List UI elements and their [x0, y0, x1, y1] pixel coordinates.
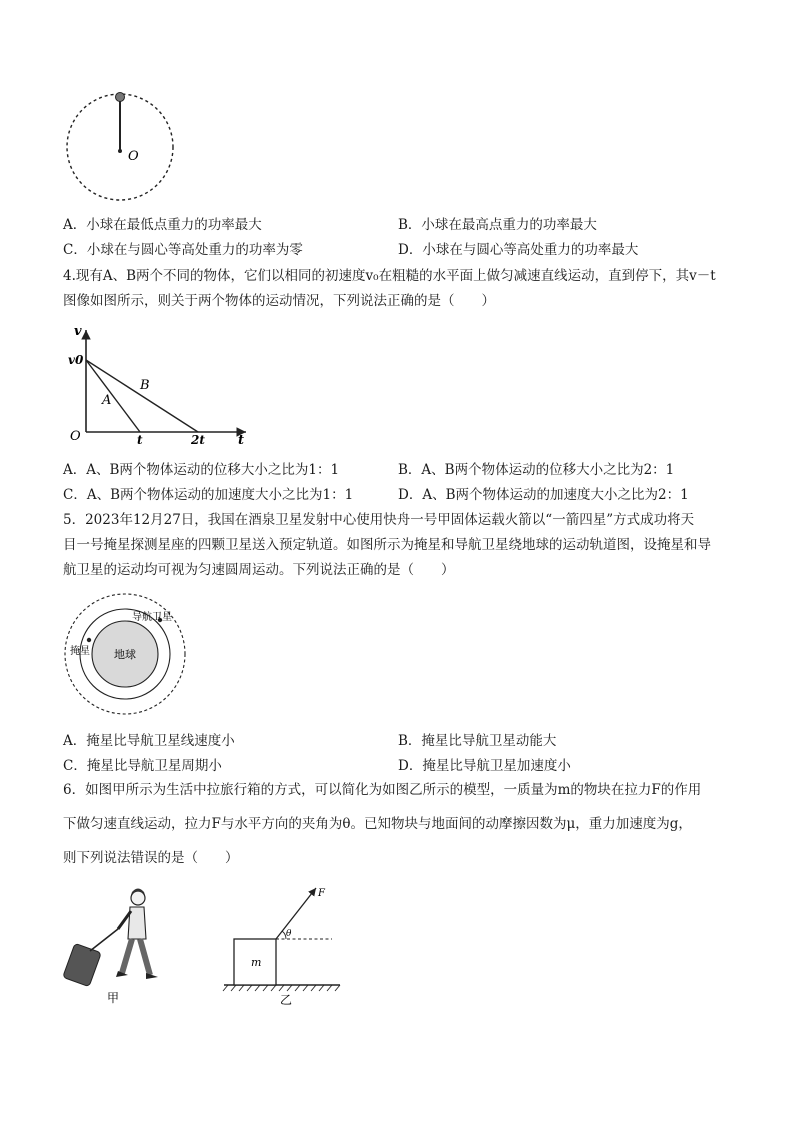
q5-option-d[interactable]: D．掩星比导航卫星加速度小: [398, 758, 571, 774]
label-b: B: [140, 378, 150, 393]
q4-stem-line2: 图像如图所示，则关于两个物体的运动情况，下列说法正确的是（ ）: [63, 293, 495, 309]
label-jia: 甲: [107, 991, 120, 1005]
suitcase-handle: [90, 929, 118, 951]
ground-hatch: [223, 985, 340, 991]
head: [131, 891, 145, 905]
tick-t-label: t: [137, 433, 143, 447]
q4-option-b[interactable]: B．A、B两个物体运动的位移大小之比为2：1: [398, 462, 675, 478]
q4-option-a[interactable]: A．A、B两个物体运动的位移大小之比为1：1: [63, 462, 340, 478]
axis-t-label: t: [238, 433, 245, 448]
q3-option-a[interactable]: A．小球在最低点重力的功率最大: [63, 217, 262, 233]
occ-sat-dot: [87, 638, 91, 642]
axis-v-label: v: [74, 324, 82, 339]
label-yi: 乙: [280, 993, 293, 1007]
leg-front: [140, 939, 150, 975]
q4-stem-line1: 4.现有A、B两个不同的物体，它们以相同的初速度v₀在粗糙的水平面上做匀减速直线运动，直到停下，其v－t: [63, 268, 716, 284]
label-f: F: [318, 888, 325, 899]
q5-stem-line1: 5．2023年12月27日，我国在酒泉卫星发射中心使用快舟一号甲固体运载火箭以“一箭四星”方式成功将天: [63, 512, 695, 528]
q5-stem-line2: 目一号掩星探测星座的四颗卫星送入预定轨道。如图所示为掩星和导航卫星绕地球的运动轨道图，设掩星和导: [63, 537, 711, 553]
q6-stem-line3: 则下列说法错误的是（ ）: [63, 850, 239, 866]
q5-option-b[interactable]: B．掩星比导航卫星动能大: [398, 733, 557, 749]
q4-vt-graph: [62, 322, 257, 450]
leg-back: [122, 939, 132, 973]
q3-option-d[interactable]: D．小球在与圆心等高处重力的功率最大: [398, 242, 639, 258]
nav-sat-label: 导航卫星: [132, 612, 172, 623]
line-a: [86, 360, 140, 432]
tick-2t-label: 2t: [191, 433, 205, 447]
occ-sat-label: 掩星: [70, 646, 90, 657]
q5-orbit-figure: [60, 590, 190, 718]
q6-figure-yi: [220, 880, 345, 1010]
q5-option-c[interactable]: C．掩星比导航卫星周期小: [63, 758, 222, 774]
q5-stem-line3: 航卫星的运动均可视为匀速圆周运动。下列说法正确的是（ ）: [63, 562, 455, 578]
center-dot: [118, 149, 122, 153]
q5-option-a[interactable]: A．掩星比导航卫星线速度小: [63, 733, 235, 749]
label-m: m: [251, 956, 262, 969]
origin-label: O: [70, 429, 81, 444]
q3-option-b[interactable]: B．小球在最高点重力的功率最大: [398, 217, 597, 233]
ball: [116, 93, 125, 102]
earth-label: 地球: [114, 648, 136, 661]
q6-figure-jia: [60, 885, 170, 1010]
q6-stem-line1: 6．如图甲所示为生活中拉旅行箱的方式，可以简化为如图乙所示的模型，一质量为m的物块在拉力F的作用: [63, 782, 702, 798]
q3-circle-figure: [60, 88, 185, 206]
label-a: A: [102, 393, 112, 408]
q4-option-d[interactable]: D．A、B两个物体运动的加速度大小之比为2：1: [398, 487, 689, 503]
label-theta: θ: [286, 929, 292, 939]
q4-option-c[interactable]: C．A、B两个物体运动的加速度大小之比为1：1: [63, 487, 354, 503]
center-label: O: [128, 149, 139, 164]
suitcase: [63, 943, 102, 986]
q3-option-c[interactable]: C．小球在与圆心等高处重力的功率为零: [63, 242, 303, 258]
v0-label: v0: [68, 353, 84, 367]
q6-stem-line2: 下做匀速直线运动，拉力F与水平方向的夹角为θ。已知物块与地面间的动摩擦因数为μ，重力加速度为g，: [63, 816, 692, 832]
